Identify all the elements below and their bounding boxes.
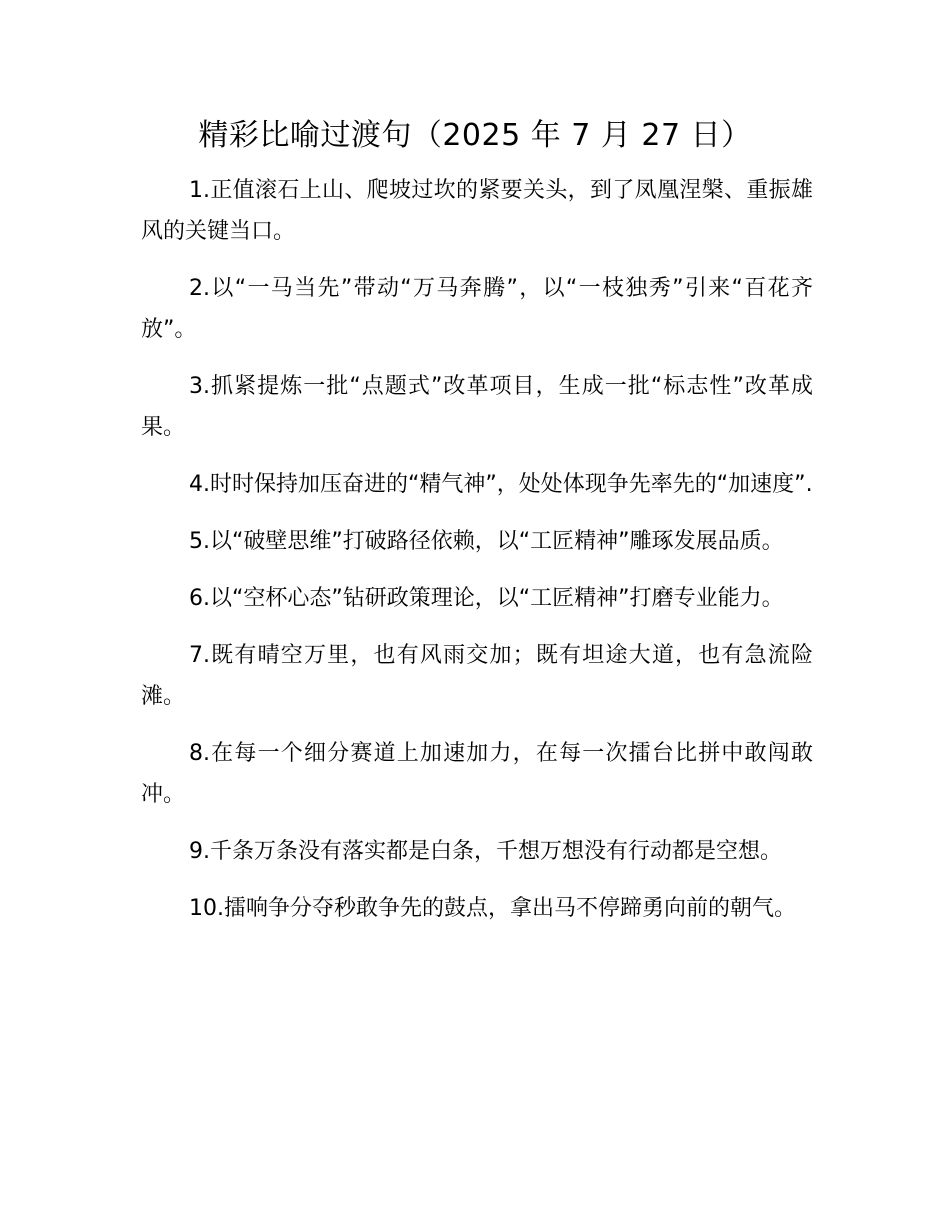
document-title: 精彩比喻过渡句（2025 年 7 月 27 日）	[198, 118, 752, 153]
paragraph-8: 8.在每一个细分赛道上加速加力，在每一次擂台比拼中敢闯敢冲。	[141, 741, 813, 807]
paragraph-3: 3.抓紧提炼一批“点题式”改革项目，生成一批“标志性”改革成果。	[141, 374, 813, 440]
paragraph-10: 10.擂响争分夺秒敢争先的鼓点，拿出马不停蹄勇向前的朝气。	[189, 896, 796, 921]
paragraph-6: 6.以“空杯心态”钻研政策理论，以“工匠精神”打磨专业能力。	[189, 586, 784, 611]
paragraph-5: 5.以“破壁思维”打破路径依赖，以“工匠精神”雕琢发展品质。	[189, 529, 784, 554]
paragraph-9: 9.千条万条没有落实都是白条，千想万想没有行动都是空想。	[189, 839, 782, 864]
paragraph-4: 4.时时保持加压奋进的“精气神”，处处体现争先率先的“加速度”.	[189, 472, 813, 497]
document-body	[141, 170, 813, 945]
paragraph-7: 7.既有晴空万里，也有风雨交加；既有坦途大道，也有急流险滩。	[141, 643, 813, 709]
paragraph-2: 2.以“一马当先”带动“万马奔腾”，以“一枝独秀”引来“百花齐放”。	[141, 276, 813, 342]
paragraph-1: 1.正值滚石上山、爬坡过坎的紧要关头，到了凤凰涅槃、重振雄风的关键当口。	[141, 178, 813, 244]
